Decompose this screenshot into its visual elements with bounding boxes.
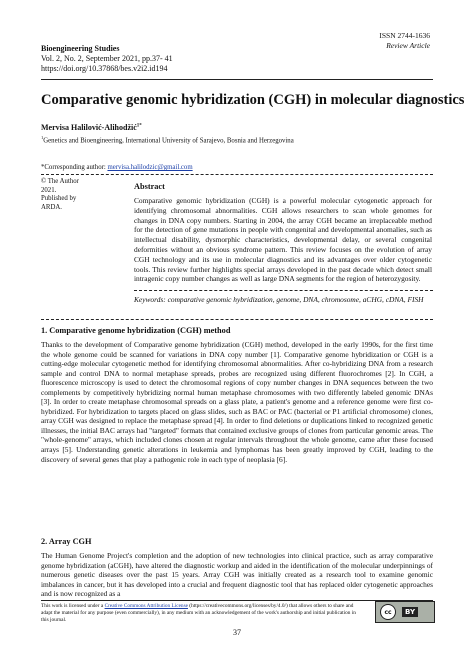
header-divider xyxy=(41,79,433,80)
abstract-top-divider xyxy=(41,174,433,175)
license-footer xyxy=(41,603,361,624)
license-link[interactable]: Creative Commons Attribution License xyxy=(104,603,188,609)
author-affiliation xyxy=(41,135,294,144)
cc-icon: cc xyxy=(380,604,396,620)
section-2-heading: 2. Array CGH xyxy=(41,537,92,546)
copyright-line-2: 2021. xyxy=(41,186,57,194)
author-name-text: Mervisa Halilović-Alihodžić xyxy=(41,123,137,132)
cc-by-license-badge[interactable] xyxy=(375,601,435,623)
journal-info xyxy=(41,44,173,74)
journal-doi[interactable]: https://doi.org/10.37868/bes.v2i2.id194 xyxy=(41,64,168,73)
author-superscript: 1* xyxy=(136,123,142,129)
abstract-heading: Abstract xyxy=(134,182,165,191)
article-type: Review Article xyxy=(386,41,430,50)
section-1-heading: 1. Comparative genome hybridization (CGH) method xyxy=(41,326,231,335)
abstract-text: Comparative genomic hybridization (CGH) is a powerful molecular cytogenetic approach for identifying chromosomal abnormalities. CGH allows researchers to scan whole genomes for changes in DNA copy numbers. Starting in 2004, the array CGH became an irreplaceable method for the detection of gene mutations in people with congenital and developmental anomalies, such as intellectual disability, dysmorphic characteristics, developmental delay, or several congenital deformities without an obvious syndrome pattern. This review focuses on the evolution of array CGH technology and its use in molecular diagnostics and its advantages over older cytogenetic tools. This review further highlights special arrays developed in the past decade which detect small intragenic copy number changes as well as large DNA segments for the region of heterozygosity. xyxy=(134,196,432,284)
keywords-text: : comparative genomic hybridization, genome, DNA, chromosome, aCHG, cDNA, FISH xyxy=(163,295,424,304)
affiliation-superscript: 1 xyxy=(41,135,44,140)
corresponding-label: *Corresponding author: xyxy=(41,164,108,171)
keywords-label: Keywords xyxy=(134,295,164,304)
section-1-body: Thanks to the development of Comparative genome hybridization (CGH) method, developed in the early 1990s, for the first time the whole genome could be scanned for variations in DNA copy number [1]. Comparative genome hybridization or CGH is a cutting-edge molecular cytogenetic method for identifying chromosomal abnormalities. After co-hybridizing DNA from a research sample and control DNA to normal metaphase spreads, probes are recognized using different fluorochromes [2]. In CGH, a fluorescence microscopy is used to detect the chromosomal regions of copy number changes in DNA sequences between the two complements by competitively hybridizing normal human metaphase chromosomes with two differently labeled genomic DNAs [3]. In order to create metaphase chromosomal spreads on a glass plate, a patient's genome and a reference genome were first co-hybridized. For hybridization to targets placed on glass slides, such as BAC or PAC (bacterial or P1 artificial chromosome) clones, array CGH was designed to replace the metaphase spread [4]. In order to find deletions or duplications linked to recognized genetic illnesses, the initial BAC arrays had "targeted" formats that contained exclusive groups of clones from particular genomic areas. The "whole-genome" arrays, which included clones chosen at regular intervals throughout the whole genome, came after these focused arrays [5]. Understanding genetic alterations in leukemia and lymphomas has been greatly improved by CGH, leading to the discovery of several genes that play a pathogenic role in each type of neoplasia [6]. xyxy=(41,340,434,464)
journal-name: Bioengineering Studies xyxy=(41,44,120,53)
issn-number: ISSN 2744-1636 xyxy=(379,31,430,40)
page-number: 37 xyxy=(233,628,241,637)
corresponding-author xyxy=(41,164,193,171)
abstract-bottom-divider xyxy=(41,319,433,320)
copyright-line-3: Published by xyxy=(41,195,77,203)
copyright-line-4: ARDA. xyxy=(41,204,62,212)
copyright-block xyxy=(41,178,121,213)
license-suffix: (https://creativecommons.org/licenses/by/4.0/) that allows others to share and adapt the material for any purpose (even commercially), in any medium with an acknowledgement of the work's authorship and initial publication in this journal. xyxy=(41,603,356,623)
section-2-body: The Human Genome Project's completion and the adoption of new technologies into clinical practice, such as array comparative genome hybridization (aCGH), have altered the diagnostic workup and aided in the identification of the molecular underpinnings of numerous genetic diseases over the past 15 years. Array CGH was initially created as a research tool to examine genomic imbalances in cancer, but it has developed into a crucial and frequent diagnostic tool that has replaced older cytogenetic approaches and is now recognized as a xyxy=(41,551,433,599)
paper-title: Comparative genomic hybridization (CGH) in molecular diagnostics xyxy=(41,92,465,108)
by-icon: BY xyxy=(402,607,418,617)
issn-block xyxy=(379,31,430,51)
keywords xyxy=(134,295,432,305)
corresponding-email-link[interactable]: mervisa.halilodzic@gmail.com xyxy=(107,164,193,171)
license-prefix: This work is licensed under a xyxy=(41,603,105,609)
author-name xyxy=(41,123,142,132)
keywords-divider xyxy=(134,290,433,291)
journal-volume: Vol. 2, No. 2, September 2021, pp.37- 41 xyxy=(41,54,173,63)
affiliation-text: Genetics and Bioengineering, International University of Sarajevo, Bosnia and Herzegovina xyxy=(43,137,294,145)
copyright-line-1: © The Author xyxy=(41,178,79,185)
